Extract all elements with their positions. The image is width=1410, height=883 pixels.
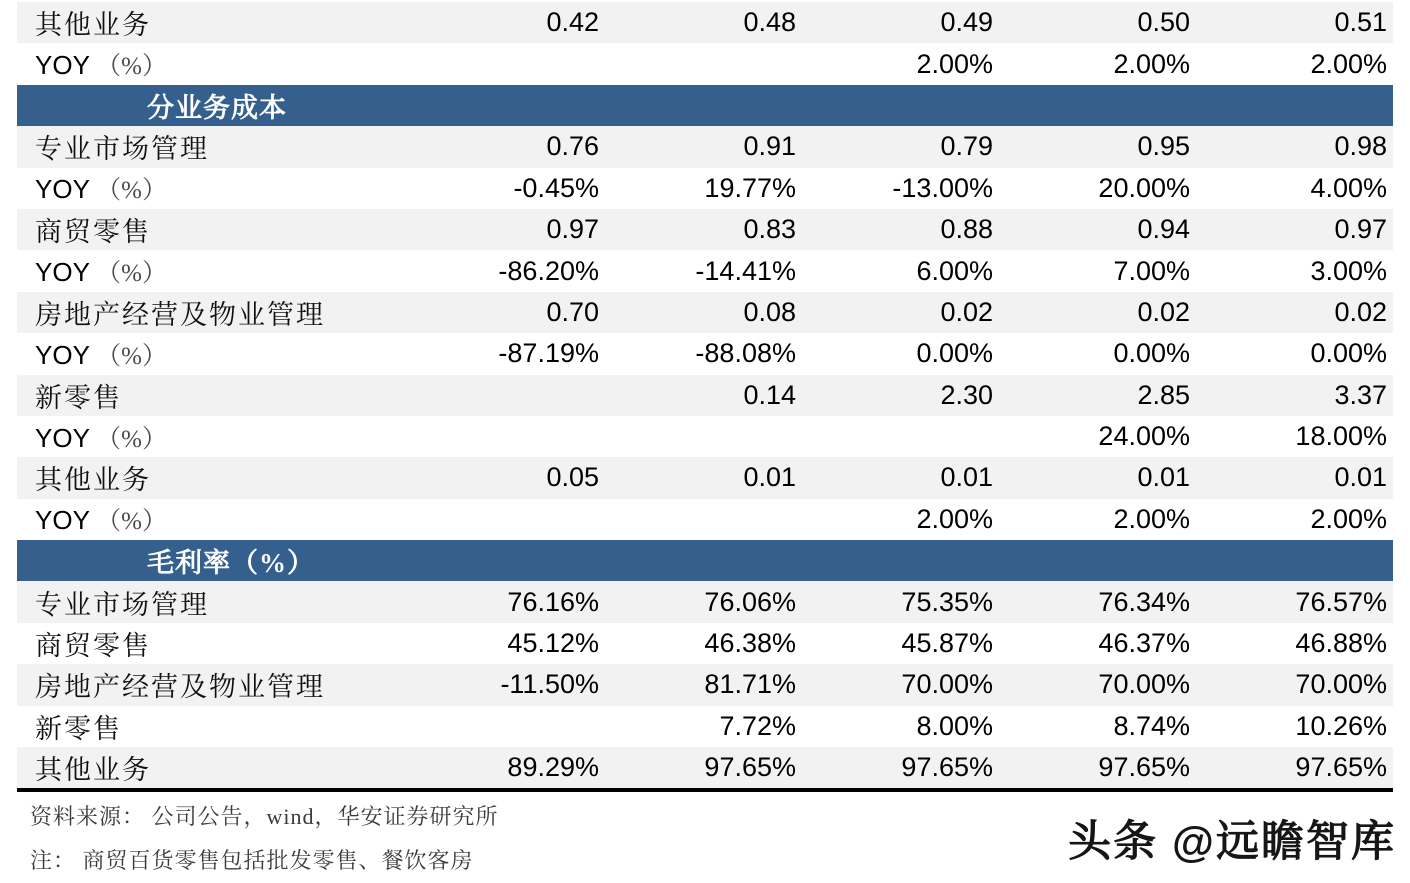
table-row — [17, 209, 1393, 250]
row-label-suffix: （%） — [89, 177, 167, 205]
value-cell: 0.98 — [1334, 131, 1387, 162]
value-cell: -88.08% — [695, 338, 796, 369]
table-row — [17, 664, 1393, 705]
value-cell: 0.76 — [546, 131, 599, 162]
value-cell: 2.00% — [916, 48, 993, 79]
value-cell: 0.02 — [1334, 296, 1387, 327]
value-cell: 0.88 — [940, 214, 993, 245]
value-cell: 19.77% — [704, 172, 796, 203]
value-cell: 0.48 — [743, 7, 796, 38]
value-cell: 76.16% — [507, 586, 599, 617]
table-row — [17, 126, 1393, 167]
row-label-suffix: （%） — [89, 425, 167, 453]
value-cell: 97.65% — [704, 752, 796, 783]
value-cell: 97.65% — [1098, 752, 1190, 783]
value-cell: 46.88% — [1295, 628, 1387, 659]
value-cell: 0.97 — [546, 214, 599, 245]
value-cell: 0.97 — [1334, 214, 1387, 245]
table-row — [17, 499, 1393, 540]
row-label: 专业市场管理 — [35, 134, 209, 165]
value-cell: 2.85 — [1137, 379, 1190, 410]
section-header-row — [17, 540, 1393, 581]
value-cell: 0.70 — [546, 296, 599, 327]
value-cell: 2.00% — [1310, 503, 1387, 534]
value-cell: -14.41% — [695, 255, 796, 286]
row-label: 房地产经营及物业管理 — [35, 299, 325, 330]
value-cell: 0.08 — [743, 296, 796, 327]
value-cell: 2.00% — [1113, 48, 1190, 79]
row-label-suffix: （%） — [89, 508, 167, 536]
table-body — [17, 2, 1393, 788]
value-cell: -11.50% — [500, 669, 599, 700]
row-label-suffix: （%） — [89, 260, 167, 288]
value-cell: 0.00% — [1113, 338, 1190, 369]
table-row — [17, 581, 1393, 622]
value-cell: 3.00% — [1310, 255, 1387, 286]
row-label: YOY （%） — [35, 50, 167, 81]
table-row — [17, 2, 1393, 43]
row-label: 其他业务 — [35, 10, 151, 41]
table-row — [17, 292, 1393, 333]
table-row — [17, 333, 1393, 374]
value-cell: 0.01 — [743, 462, 796, 493]
value-cell: -86.20% — [498, 255, 599, 286]
value-cell: 0.01 — [940, 462, 993, 493]
footnote: 注： 商贸百货零售包括批发零售、餐饮客房 — [30, 848, 474, 873]
value-cell: 0.83 — [743, 214, 796, 245]
source-note: 资料来源： 公司公告，wind，华安证券研究所 — [30, 804, 499, 829]
row-label: YOY （%） — [35, 422, 167, 453]
value-cell: 0.51 — [1334, 7, 1387, 38]
value-cell: 89.29% — [507, 752, 599, 783]
value-cell: 0.94 — [1137, 214, 1190, 245]
watermark: 头条 @远瞻智库 — [1068, 818, 1396, 866]
value-cell: 0.00% — [1310, 338, 1387, 369]
table-row — [17, 250, 1393, 291]
table-row — [17, 375, 1393, 416]
value-cell: 0.95 — [1137, 131, 1190, 162]
value-cell: 2.30 — [940, 379, 993, 410]
value-cell: 76.06% — [704, 586, 796, 617]
value-cell: -13.00% — [892, 172, 993, 203]
value-cell: 0.50 — [1137, 7, 1190, 38]
row-label: YOY （%） — [35, 339, 167, 370]
value-cell: 75.35% — [901, 586, 993, 617]
value-cell: 0.01 — [1334, 462, 1387, 493]
table-row — [17, 43, 1393, 84]
row-label: 商贸零售 — [35, 631, 151, 662]
value-cell: 0.00% — [916, 338, 993, 369]
table-row — [17, 706, 1393, 747]
value-cell: 76.57% — [1295, 586, 1387, 617]
value-cell: 0.01 — [1137, 462, 1190, 493]
row-label: 专业市场管理 — [35, 589, 209, 620]
value-cell: 20.00% — [1098, 172, 1190, 203]
value-cell: 46.37% — [1098, 628, 1190, 659]
row-label: 商贸零售 — [35, 217, 151, 248]
value-cell: 2.00% — [916, 503, 993, 534]
value-cell: 8.74% — [1113, 710, 1190, 741]
row-label: 其他业务 — [35, 755, 151, 786]
financial-table — [17, 2, 1393, 792]
row-label: YOY （%） — [35, 257, 167, 288]
value-cell: 4.00% — [1310, 172, 1387, 203]
row-label: 房地产经营及物业管理 — [35, 672, 325, 703]
table-row — [17, 747, 1393, 788]
value-cell: 70.00% — [1098, 669, 1190, 700]
value-cell: 0.42 — [546, 7, 599, 38]
section-header-row — [17, 85, 1393, 126]
row-label: YOY （%） — [35, 505, 167, 536]
value-cell: 0.79 — [940, 131, 993, 162]
section-title: 分业务成本 — [147, 92, 287, 123]
value-cell: 7.00% — [1113, 255, 1190, 286]
value-cell: 76.34% — [1098, 586, 1190, 617]
table-row — [17, 168, 1393, 209]
value-cell: 0.05 — [546, 462, 599, 493]
value-cell: 70.00% — [901, 669, 993, 700]
value-cell: 81.71% — [704, 669, 796, 700]
value-cell: 46.38% — [704, 628, 796, 659]
row-label: 新零售 — [35, 382, 122, 413]
value-cell: 45.87% — [901, 628, 993, 659]
value-cell: 0.49 — [940, 7, 993, 38]
value-cell: 70.00% — [1295, 669, 1387, 700]
value-cell: 2.00% — [1113, 503, 1190, 534]
value-cell: 10.26% — [1295, 710, 1387, 741]
section-title: 毛利率（%） — [147, 548, 315, 579]
table-row — [17, 457, 1393, 498]
value-cell: 97.65% — [1295, 752, 1387, 783]
row-label-suffix: （%） — [89, 342, 167, 370]
value-cell: 7.72% — [719, 710, 796, 741]
row-label: YOY （%） — [35, 174, 167, 205]
value-cell: -0.45% — [513, 172, 599, 203]
value-cell: -87.19% — [498, 338, 599, 369]
value-cell: 3.37 — [1334, 379, 1387, 410]
value-cell: 0.02 — [940, 296, 993, 327]
value-cell: 24.00% — [1098, 421, 1190, 452]
table-row — [17, 416, 1393, 457]
table-row — [17, 623, 1393, 664]
value-cell: 18.00% — [1295, 421, 1387, 452]
value-cell: 0.02 — [1137, 296, 1190, 327]
value-cell: 8.00% — [916, 710, 993, 741]
row-label: 其他业务 — [35, 465, 151, 496]
value-cell: 45.12% — [507, 628, 599, 659]
value-cell: 6.00% — [916, 255, 993, 286]
row-label: 新零售 — [35, 713, 122, 744]
value-cell: 0.91 — [743, 131, 796, 162]
row-label-suffix: （%） — [89, 53, 167, 81]
value-cell: 0.14 — [743, 379, 796, 410]
value-cell: 97.65% — [901, 752, 993, 783]
value-cell: 2.00% — [1310, 48, 1387, 79]
